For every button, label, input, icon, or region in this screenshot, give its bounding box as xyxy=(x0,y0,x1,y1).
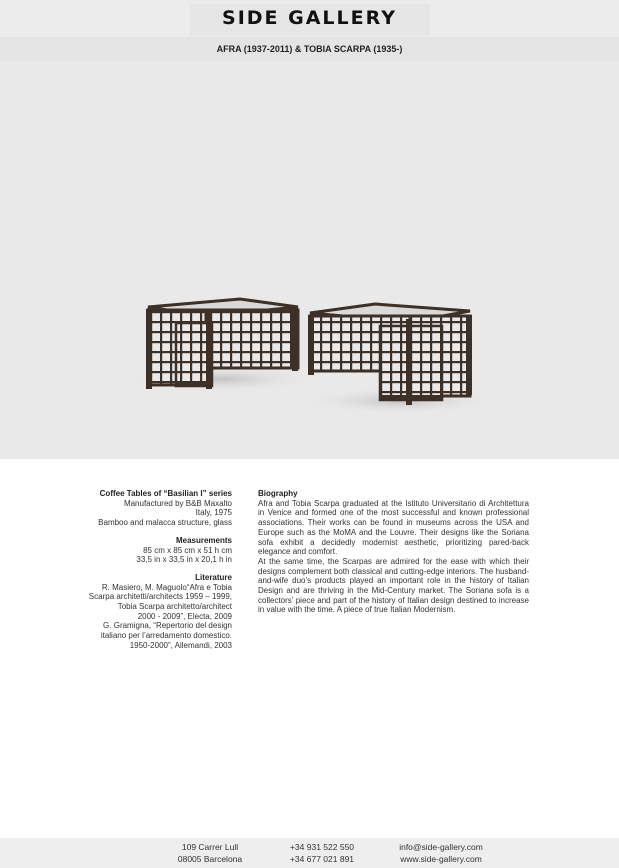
address-line: 08005 Barcelona xyxy=(177,853,243,864)
measurement-line: 33,5 in x 33,5 in x 20,1 h in xyxy=(136,555,232,565)
detail-line: Italy, 1975 xyxy=(195,508,232,518)
address-line: 109 Carrer Lull xyxy=(181,842,239,852)
product-photo xyxy=(0,61,619,459)
coffee-table-right xyxy=(308,304,472,405)
measurement-line: 85 cm x 85 cm x 51 h cm xyxy=(143,545,232,555)
detail-line: Bamboo and malacca structure, glass xyxy=(98,518,232,528)
detail-line: Manufactured by B&B Maxalto xyxy=(123,498,232,508)
product-details xyxy=(60,489,232,651)
email-link[interactable]: info@side-gallery.com xyxy=(399,842,483,852)
phone-link[interactable]: +34 677 021 891 xyxy=(289,853,355,864)
literature-line: G. Gramigna, “Repertorio del design xyxy=(103,621,232,631)
literature-line: italiano per l’arredamento domestico. xyxy=(100,631,232,641)
website-link[interactable]: www.side-gallery.com xyxy=(400,853,482,864)
gallery-logo: SIDE GALLERY xyxy=(222,7,397,29)
phone-link[interactable]: +34 931 522 550 xyxy=(289,842,355,852)
product-title: Coffee Tables of “Basilian I” series xyxy=(99,489,232,498)
literature-line: 1950-2000”, Allemandi, 2003 xyxy=(129,640,232,650)
footer-phones xyxy=(272,842,372,865)
biography-section xyxy=(258,489,529,615)
literature-heading: Literature xyxy=(195,572,232,582)
coffee-tables-illustration xyxy=(0,61,619,459)
footer xyxy=(0,838,619,868)
footer-address xyxy=(160,842,260,865)
measurements-heading: Measurements xyxy=(175,535,232,545)
footer-contact xyxy=(384,842,498,865)
biography-paragraph: At the same time, the Scarpas are admired for the ease with which their designs complement both classical and cutting-edge interiors. The husband-and-wife duo’s products played an important role in the history of Italian Design and are thriving in the Mid-Century market. The Soriana sofa is a collectors’ piece and part of the history of Italian design destined to increase in value with the time. A piece of true Italian Modernism. xyxy=(258,556,529,615)
biography-heading: Biography xyxy=(258,489,298,498)
literature-line: Scarpa architetti/architects 1959 – 1999, xyxy=(88,592,232,602)
literature-line: R. Masiero, M. Maguolo“Afra e Tobia xyxy=(101,582,232,592)
biography-paragraph: Afra and Tobia Scarpa graduated at the Istituto Universitario di Architettura in Venice and formed one of the most successful and known professional associations. Their works can be found in museums across the USA and Europe such as the MoMA and the Louvre. Their designs like the Soriana sofa exhibit a decidedly modernist aesthetic, prioritizing pared-back elegance and comfort. xyxy=(258,498,529,557)
artist-subtitle: AFRA (1937-2011) & TOBIA SCARPA (1935-) xyxy=(216,44,403,54)
literature-line: Tobia Scarpa architetto/architect xyxy=(117,602,232,612)
literature-line: 2000 - 2009”, Electa, 2009 xyxy=(137,611,232,621)
